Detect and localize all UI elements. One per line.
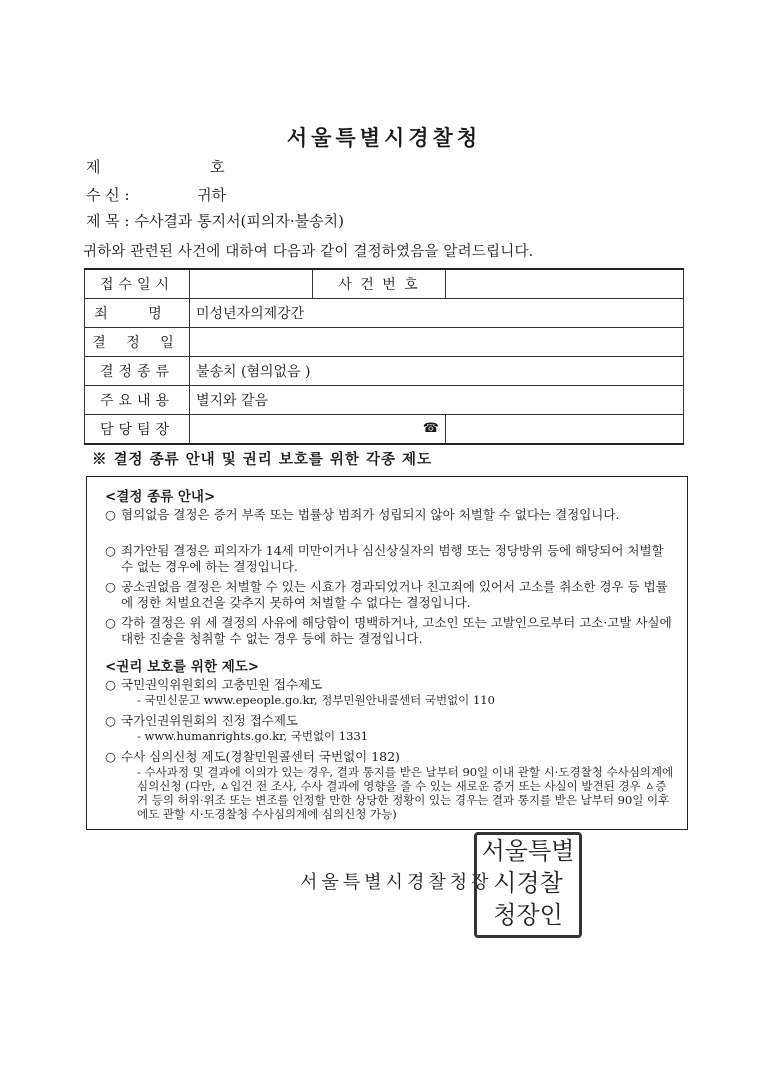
- bullet-icon: ○: [105, 677, 116, 692]
- bullet-icon: ○: [105, 543, 116, 558]
- document-number-row: [86, 156, 225, 177]
- bullet-icon: ○: [105, 579, 116, 594]
- decision-date-value: [190, 328, 684, 357]
- rights-item-detail: - 수사과정 및 결과에 이의가 있는 경우, 결과 통지를 받은 날부터 90일 이내 관할 시·도경찰청 수사심의계에 심의신청 (다만, ㅿ입건 전 조사, 수사 결과에 영향을 줄 수 있는 새로운 증거 또는 사실이 발견된 경우 ㅿ증거 등의 허위·위조 또는 변조를 인정할 만한 상당한 정황이 있는 경우는 결과 통지를 받은 날부터 90일 이후에도 관할 시·도경찰청 수사심의계에 심의신청 가능): [137, 765, 674, 821]
- table-row: [85, 386, 684, 415]
- bullet-icon: ○: [105, 615, 116, 630]
- list-item: [105, 507, 675, 523]
- seal-line: 시경찰: [493, 869, 563, 897]
- number-label: 제: [86, 158, 101, 176]
- bullet-icon: ○: [105, 713, 116, 728]
- rights-item-title: 수사 심의신청 제도(경찰민원콜센터 국번없이 182): [121, 749, 400, 764]
- recipient-row: [86, 184, 226, 205]
- main-content-value: 별지와 같음: [190, 386, 684, 415]
- rights-heading: <권리 보호를 위한 제도>: [105, 659, 260, 675]
- table-row: [85, 299, 684, 328]
- decision-type-value: 불송치 (혐의없음 ): [190, 357, 684, 386]
- seal-line: 서울특별: [481, 837, 575, 865]
- case-number-value: [446, 269, 684, 299]
- number-suffix: 호: [210, 158, 225, 176]
- issuer-name: 서울특별시경찰청장: [300, 872, 493, 893]
- decision-item-text: 각하 결정은 위 세 결정의 사유에 해당함이 명백하거나, 고소인 또는 고발인으로부터 고소·고발 사실에 대한 진술을 청취할 수 없는 경우 등에 하는 결정입니다.: [121, 615, 672, 646]
- decision-item-text: 공소권없음 결정은 처벌할 수 있는 시효가 경과되었거나 친고죄에 있어서 고소를 취소한 경우 등 법률에 정한 처벌요건을 갖추지 못하여 처벌할 수 없다는 결정입니다.: [121, 579, 668, 610]
- decision-type-label: 결정종류: [85, 357, 190, 386]
- bullet-icon: ○: [105, 507, 116, 522]
- phone-icon: ☎: [422, 421, 439, 436]
- list-item: [105, 543, 675, 575]
- decision-item-text: 혐의없음 결정은 증거 부족 또는 법률상 범죄가 성립되지 않아 처벌할 수 없다는 결정입니다.: [121, 507, 620, 522]
- receipt-date-label: 접수일시: [85, 269, 190, 299]
- list-item: [105, 579, 675, 611]
- guide-box: [86, 476, 688, 830]
- table-row: [85, 269, 684, 299]
- rights-item-title: 국가인권위원회의 진정 접수제도: [121, 713, 298, 728]
- list-item: [105, 749, 675, 821]
- phone-value: [446, 415, 684, 445]
- main-content-label: 주요내용: [85, 386, 190, 415]
- list-item: [105, 713, 675, 743]
- charge-value: 미성년자의제강간: [190, 299, 684, 328]
- decision-types-heading: <결정 종류 안내>: [105, 489, 216, 505]
- case-info-table: [84, 268, 684, 445]
- team-leader-label: 담당팀장: [85, 415, 190, 445]
- table-row: [85, 328, 684, 357]
- receipt-date-value: [190, 269, 313, 299]
- table-row: [85, 415, 684, 445]
- seal-line: 청장인: [493, 901, 563, 929]
- list-item: [105, 677, 675, 707]
- document-title: 서울특별시경찰청: [286, 125, 482, 150]
- subject-row: [86, 210, 344, 231]
- decision-item-text: 죄가안됨 결정은 피의자가 14세 미만이거나 심신상실자의 범행 또는 정당방위 등에 해당되어 처벌할 수 없는 경우에 하는 결정입니다.: [121, 543, 664, 574]
- recipient-label: 수 신 :: [86, 186, 130, 204]
- rights-item-detail: - 국민신문고 www.epeople.go.kr, 정부민원안내콜센터 국번없이 110: [137, 693, 495, 707]
- charge-label: 죄 명: [85, 299, 190, 328]
- notice-text: 귀하와 관련된 사건에 대하여 다음과 같이 결정하였음을 알려드립니다.: [83, 244, 534, 260]
- system-guide-title: ※ 결정 종류 안내 및 권리 보호를 위한 각종 제도: [92, 451, 433, 468]
- subject-value: 수사결과 통지서(피의자·불송치): [134, 212, 344, 230]
- recipient-value: 귀하: [197, 186, 227, 204]
- table-row: [85, 357, 684, 386]
- decision-date-label: 결 정 일: [85, 328, 190, 357]
- list-item: [105, 615, 675, 647]
- bullet-icon: ○: [105, 749, 116, 764]
- team-leader-value: [190, 415, 446, 445]
- subject-label: 제 목 :: [86, 212, 130, 230]
- rights-item-detail: - www.humanrights.go.kr, 국번없이 1331: [137, 729, 369, 743]
- rights-item-title: 국민권익위원회의 고충민원 접수제도: [121, 677, 323, 692]
- official-seal: [474, 832, 582, 938]
- case-number-label: 사 건 번 호: [313, 269, 446, 299]
